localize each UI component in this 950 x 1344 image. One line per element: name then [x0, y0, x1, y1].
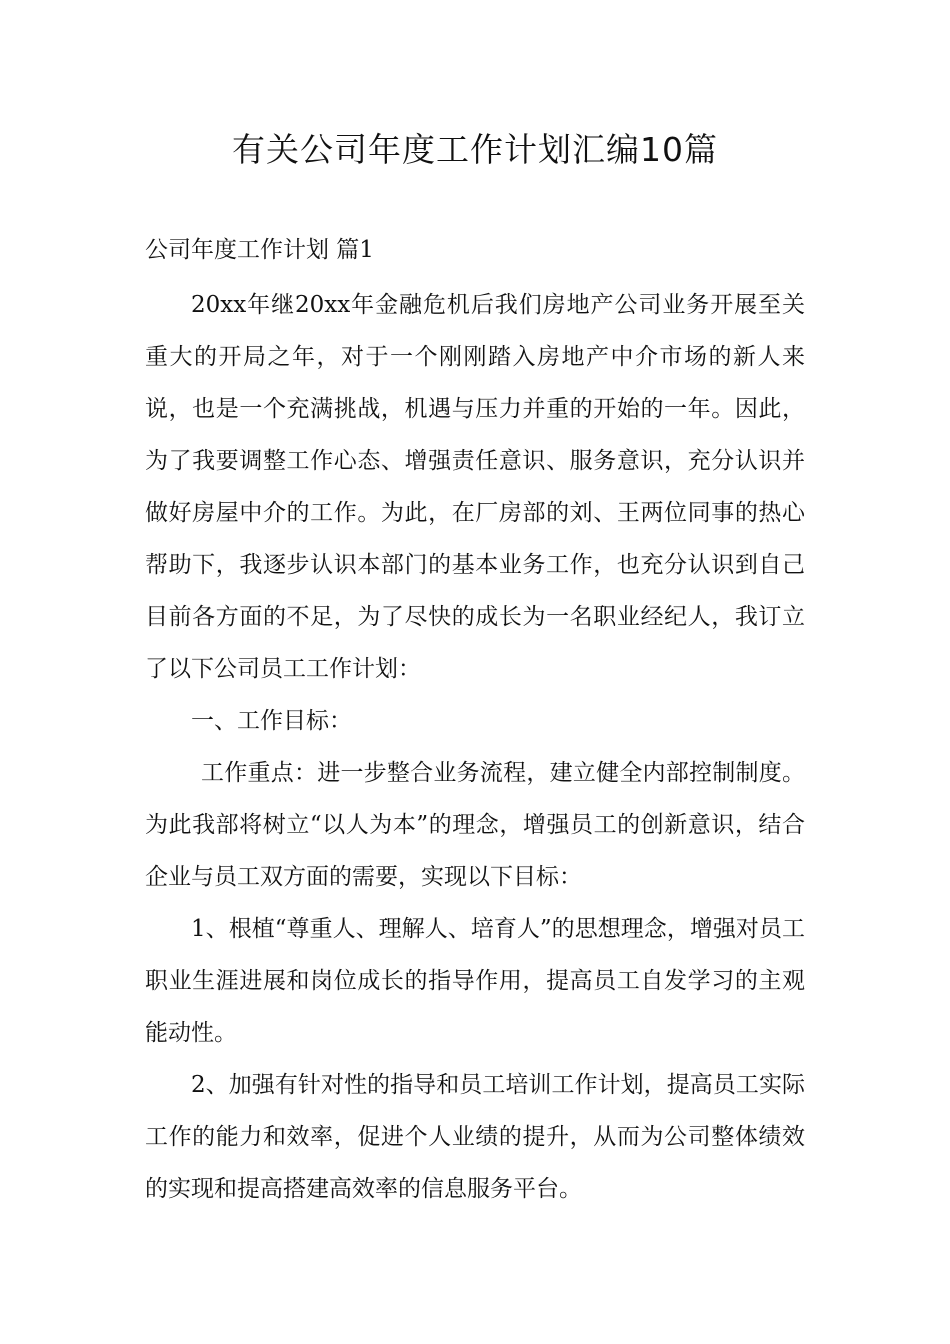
paragraph-intro: 20xx年继20xx年金融危机后我们房地产公司业务开展至关重大的开局之年，对于一个刚刚踏入房地产中介市场的新人来说，也是一个充满挑战，机遇与压力并重的开始的一年。因此，为了我要调整工作心态、增强责任意识、服务意识，充分认识并做好房屋中介的工作。为此，在厂房部的刘、王两位同事的热心帮助下，我逐步认识本部门的基本业务工作，也充分认识到自己目前各方面的不足，为了尽快的成长为一名职业经纪人，我订立了以下公司员工工作计划： — [145, 292, 805, 682]
paragraph-work-focus: 工作重点：进一步整合业务流程，建立健全内部控制制度。为此我部将树立“以人为本”的理念，增强员工的创新意识，结合企业与员工双方面的需要，实现以下目标： — [145, 760, 805, 890]
paragraph-goal-heading: 一、工作目标： — [191, 708, 352, 734]
section-heading: 公司年度工作计划 篇1 — [145, 237, 374, 263]
paragraph-item-1: 1、根植“尊重人、理解人、培育人”的思想理念，增强对员工职业生涯进展和岗位成长的指导作用，提高员工自发学习的主观能动性。 — [145, 916, 805, 1046]
document-body — [145, 279, 805, 1215]
paragraph-item-2: 2、加强有针对性的指导和员工培训工作计划，提高员工实际工作的能力和效率，促进个人业绩的提升，从而为公司整体绩效的实现和提高搭建高效率的信息服务平台。 — [145, 1072, 805, 1202]
document-title: 有关公司年度工作计划汇编10篇 — [232, 130, 718, 169]
